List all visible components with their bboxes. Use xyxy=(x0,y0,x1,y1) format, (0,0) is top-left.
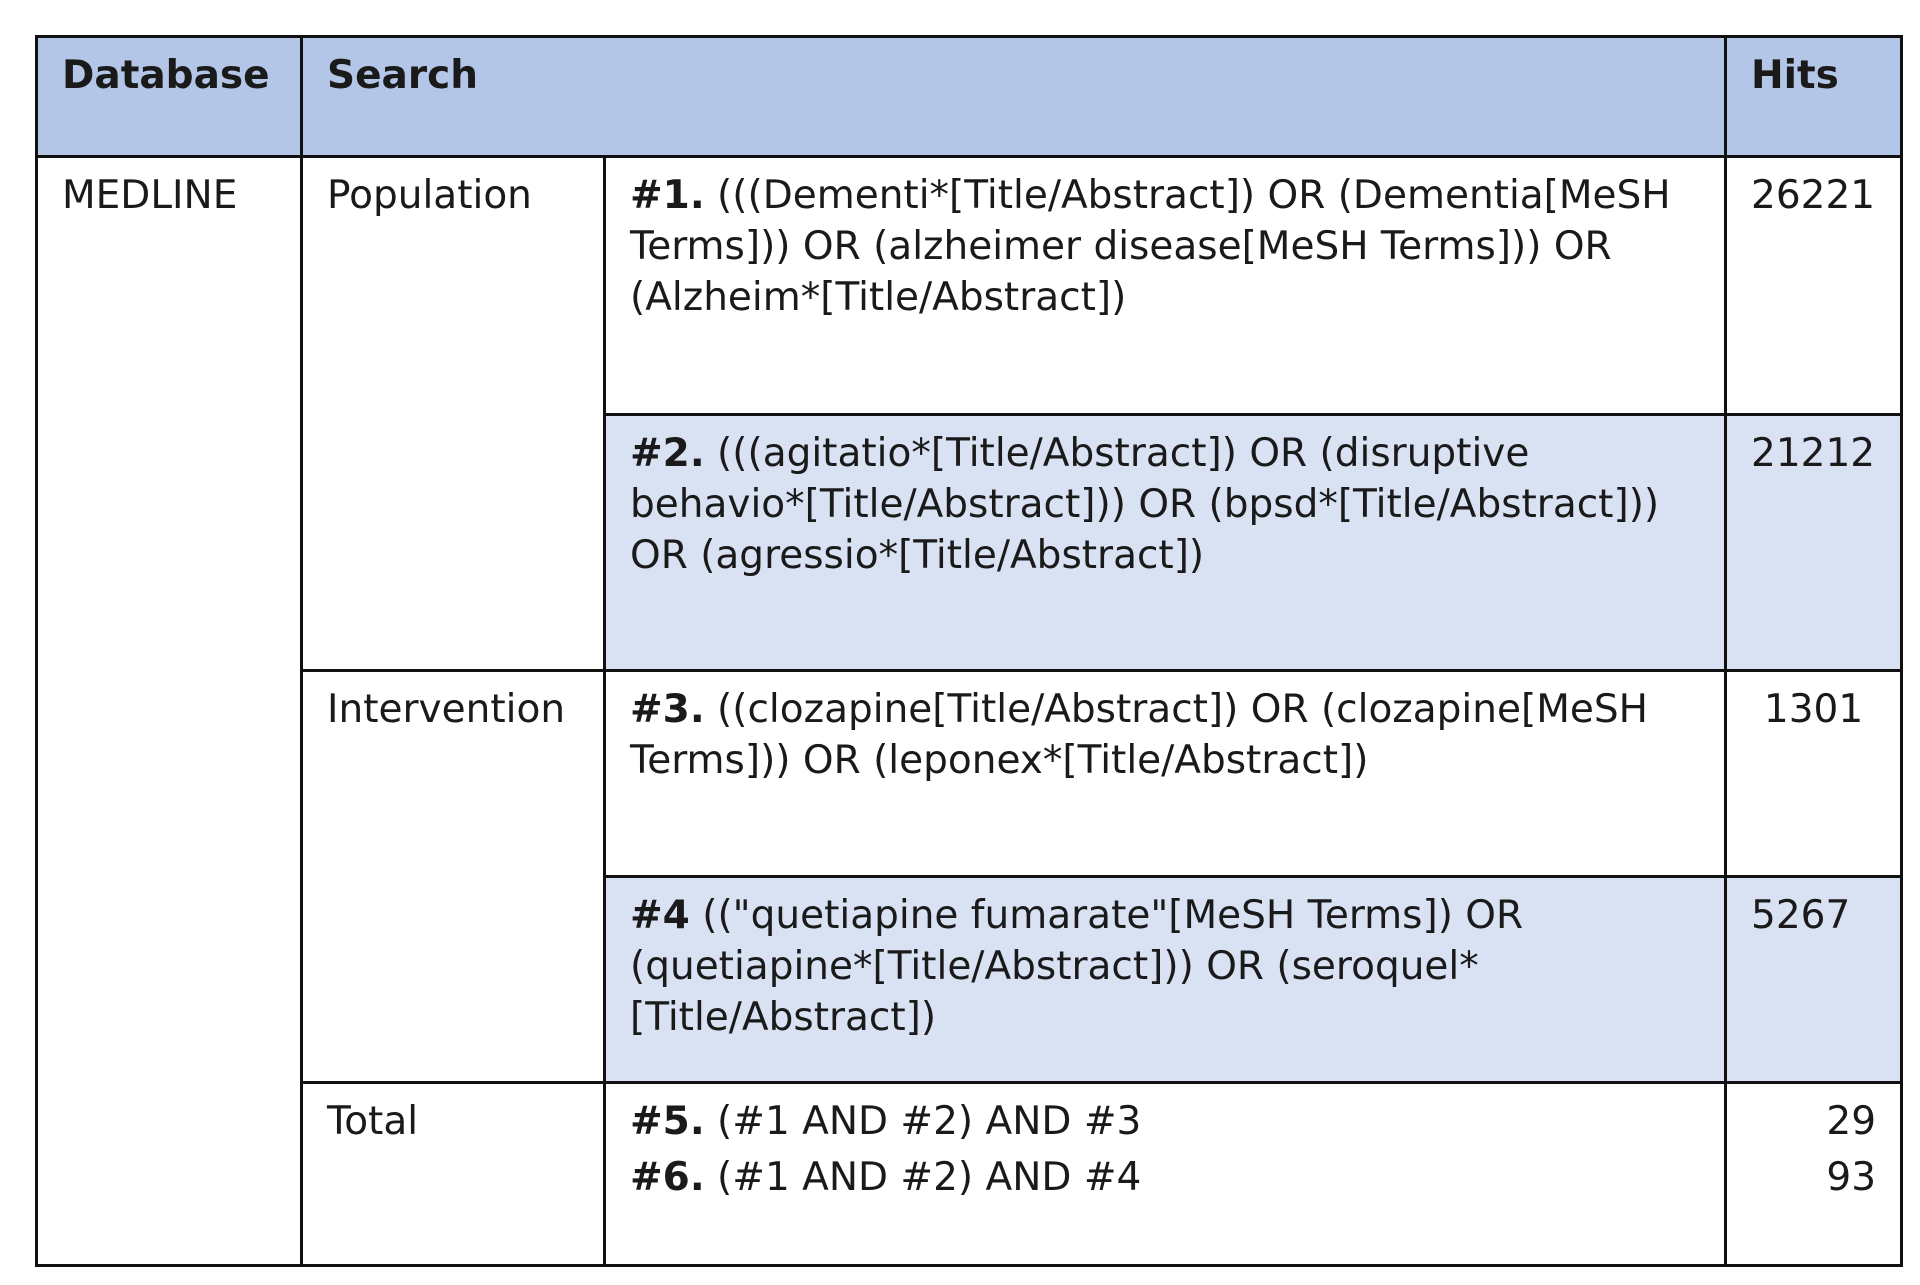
query-cell xyxy=(605,877,1726,1083)
table-row xyxy=(37,671,1902,877)
group-label-population: Population xyxy=(302,157,605,671)
hits-value: 93 xyxy=(1826,1155,1877,1200)
query-text: (((agitatio*[Title/Abstract]) OR (disruptive behavio*[Title/Abstract])) OR (bpsd*[Title/Abstract])) OR (agressio*[Title/Abstract]) xyxy=(630,431,1660,578)
header-hits: Hits xyxy=(1726,37,1902,157)
hits-value: 29 xyxy=(1826,1099,1877,1144)
query-cell xyxy=(605,671,1726,877)
query-number: #4 xyxy=(630,893,690,938)
hits-cell xyxy=(1726,1083,1902,1266)
query-number: #3. xyxy=(630,687,705,732)
header-database: Database xyxy=(37,37,302,157)
hits-value: 21212 xyxy=(1751,431,1876,476)
header-search: Search xyxy=(302,37,1726,157)
hits-cell xyxy=(1726,415,1902,671)
total-query xyxy=(630,1096,1700,1147)
total-query xyxy=(630,1152,1700,1203)
query-text: (#1 AND #2) AND #4 xyxy=(717,1155,1142,1200)
query-number: #2. xyxy=(630,431,705,476)
hits-cell xyxy=(1726,877,1902,1083)
hits-cell xyxy=(1726,157,1902,415)
query-number: #5. xyxy=(630,1099,705,1144)
table-row xyxy=(37,1083,1902,1266)
group-label-intervention: Intervention xyxy=(302,671,605,1083)
hits-value: 5267 xyxy=(1751,893,1851,938)
query-text: (#1 AND #2) AND #3 xyxy=(717,1099,1142,1144)
query-text: (("quetiapine fumarate"[MeSH Terms]) OR (quetiapine*[Title/Abstract])) OR (seroquel*[Title/Abstract]) xyxy=(630,893,1524,1040)
group-label-total: Total xyxy=(302,1083,605,1266)
query-text: ((clozapine[Title/Abstract]) OR (clozapine[MeSH Terms])) OR (leponex*[Title/Abstract]) xyxy=(630,687,1648,783)
hits-value: 26221 xyxy=(1751,173,1876,218)
query-cell xyxy=(605,415,1726,671)
query-text: (((Dementi*[Title/Abstract]) OR (Dementia[MeSH Terms])) OR (alzheimer disease[MeSH Terms])) OR (Alzheim*[Title/Abstract]) xyxy=(630,173,1671,320)
hits-value: 1301 xyxy=(1763,687,1864,732)
query-number: #1. xyxy=(630,173,705,218)
table-row xyxy=(37,157,1902,415)
query-number: #6. xyxy=(630,1155,705,1200)
hits-cell xyxy=(1726,671,1902,877)
database-cell: MEDLINE xyxy=(37,157,302,1266)
search-strategy-table xyxy=(35,35,1903,1267)
header-row xyxy=(37,37,1902,157)
query-cell xyxy=(605,157,1726,415)
total-queries-cell xyxy=(605,1083,1726,1266)
